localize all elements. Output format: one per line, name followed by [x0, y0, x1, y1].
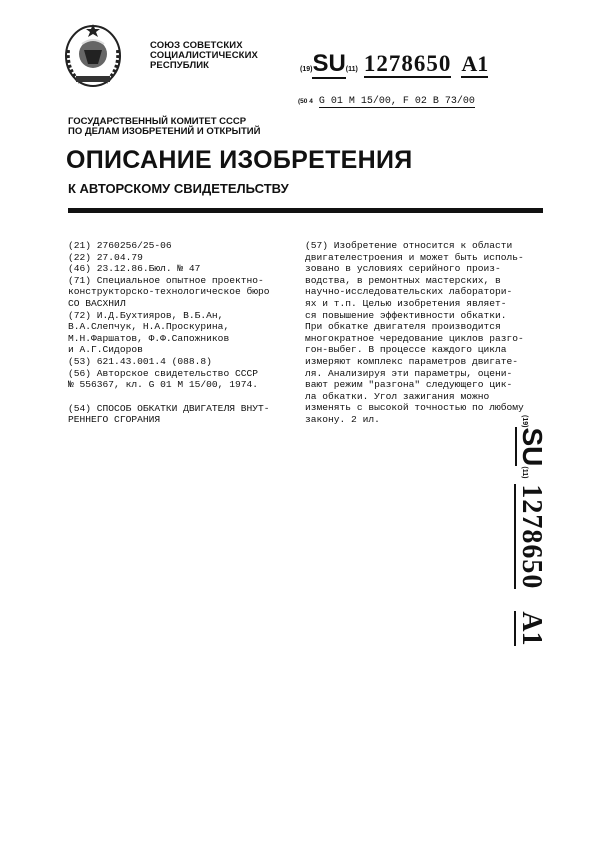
document-subtitle: К АВТОРСКОМУ СВИДЕТЕЛЬСТВУ — [68, 181, 289, 196]
country-code: SU — [312, 50, 346, 77]
ipc-classes: G 01 M 15/00, F 02 B 73/00 — [318, 96, 475, 107]
union-line: РЕСПУБЛИК — [150, 60, 210, 71]
committee-line: ПО ДЕЛАМ ИЗОБРЕТЕНИЙ И ОТКРЫТИЙ — [68, 126, 261, 137]
abstract-line: многократное чередование циклов разго- — [305, 332, 524, 344]
abstract-line: изменять с высокой точностью по любому — [305, 402, 524, 414]
abstract-line: ля. Анализируя эти параметры, оцени- — [305, 367, 513, 379]
abstract-line: ся повышение эффективности обкатки. — [305, 309, 507, 321]
union-line: СОЦИАЛИСТИЧЕСКИХ — [150, 50, 258, 61]
biblio-line: (53) 621.43.001.4 (088.8) — [68, 355, 212, 367]
abstract-line: ла обкатки. Угол зажигания можно — [305, 390, 490, 402]
abstract-line: водства, в ремонтных мастерских, в — [305, 274, 501, 286]
publication-number — [300, 50, 488, 78]
biblio-line: СО ВАСХНИЛ — [68, 297, 126, 309]
biblio-line: (46) 23.12.86.Бюл. № 47 — [68, 263, 201, 275]
side-prefix-code: (19) — [521, 415, 528, 428]
ipc-classification — [298, 96, 475, 107]
biblio-line: конструкторско-технологическое бюро — [68, 286, 270, 298]
abstract-line: научно-исследовательских лаборатори- — [305, 286, 513, 298]
pub-number: 1278650 — [363, 51, 452, 76]
abstract — [305, 240, 523, 426]
side-publication-number — [516, 415, 568, 685]
invention-title-line: (54) СПОСОБ ОБКАТКИ ДВИГАТЕЛЯ ВНУТ- — [68, 402, 270, 414]
abstract-line: ях и т.п. Целью изобретения являет- — [305, 297, 507, 309]
abstract-line: При обкатке двигателя производится — [305, 321, 501, 333]
biblio-line: № 556367, кл. G 01 M 15/00, 1974. — [68, 379, 258, 391]
abstract-line: двигателестроения и может быть исполь- — [305, 251, 524, 263]
biblio-line: В.А.Слепчук, Н.А.Проскурина, — [68, 321, 230, 333]
abstract-line: закону. 2 ил. — [305, 413, 380, 425]
abstract-line: зовано в условиях серийного произ- — [305, 263, 501, 275]
biblio-line: М.Н.Фаршатов, Ф.Ф.Сапожников — [68, 332, 230, 344]
biblio-line: (56) Авторское свидетельство СССР — [68, 367, 258, 379]
side-number: 1278650 — [516, 484, 547, 590]
invention-title-line: РЕННЕГО СГОРАНИЯ — [68, 414, 161, 426]
ipc-code: (50 4 — [298, 98, 313, 105]
abstract-line: измеряют комплекс параметров двигате- — [305, 355, 519, 367]
side-number-code: (11) — [521, 466, 528, 479]
ussr-coat-of-arms-icon — [62, 20, 124, 90]
committee-line: ГОСУДАРСТВЕННЫЙ КОМИТЕТ СССР — [68, 116, 247, 127]
pub-kind: A1 — [461, 51, 489, 76]
pub-prefix-code: (19) — [300, 66, 313, 73]
biblio-line: (71) Специальное опытное проектно- — [68, 274, 264, 286]
side-country-code: SU — [517, 427, 548, 467]
abstract-line: вают режим "разгона" следующего цик- — [305, 379, 513, 391]
document-title: ОПИСАНИЕ ИЗОБРЕТЕНИЯ — [66, 146, 413, 174]
biblio-line: (22) 27.04.79 — [68, 251, 143, 263]
biblio-line: (21) 2760256/25-06 — [68, 240, 172, 251]
committee-name — [68, 117, 260, 137]
abstract-line: гон-выбег. В процессе каждого цикла — [305, 344, 507, 356]
biblio-line: (72) И.Д.Бухтияров, В.Б.Ан, — [68, 309, 224, 321]
union-name — [150, 41, 258, 71]
abstract-line: (57) Изобретение относится к области — [305, 240, 513, 251]
pub-number-code: (11) — [345, 66, 358, 73]
side-kind: A1 — [516, 611, 547, 646]
union-line: СОЮЗ СОВЕТСКИХ — [150, 40, 243, 51]
header-rule — [68, 208, 543, 213]
biblio-line: и А.Г.Сидоров — [68, 344, 143, 356]
bibliographic-data — [68, 240, 298, 426]
